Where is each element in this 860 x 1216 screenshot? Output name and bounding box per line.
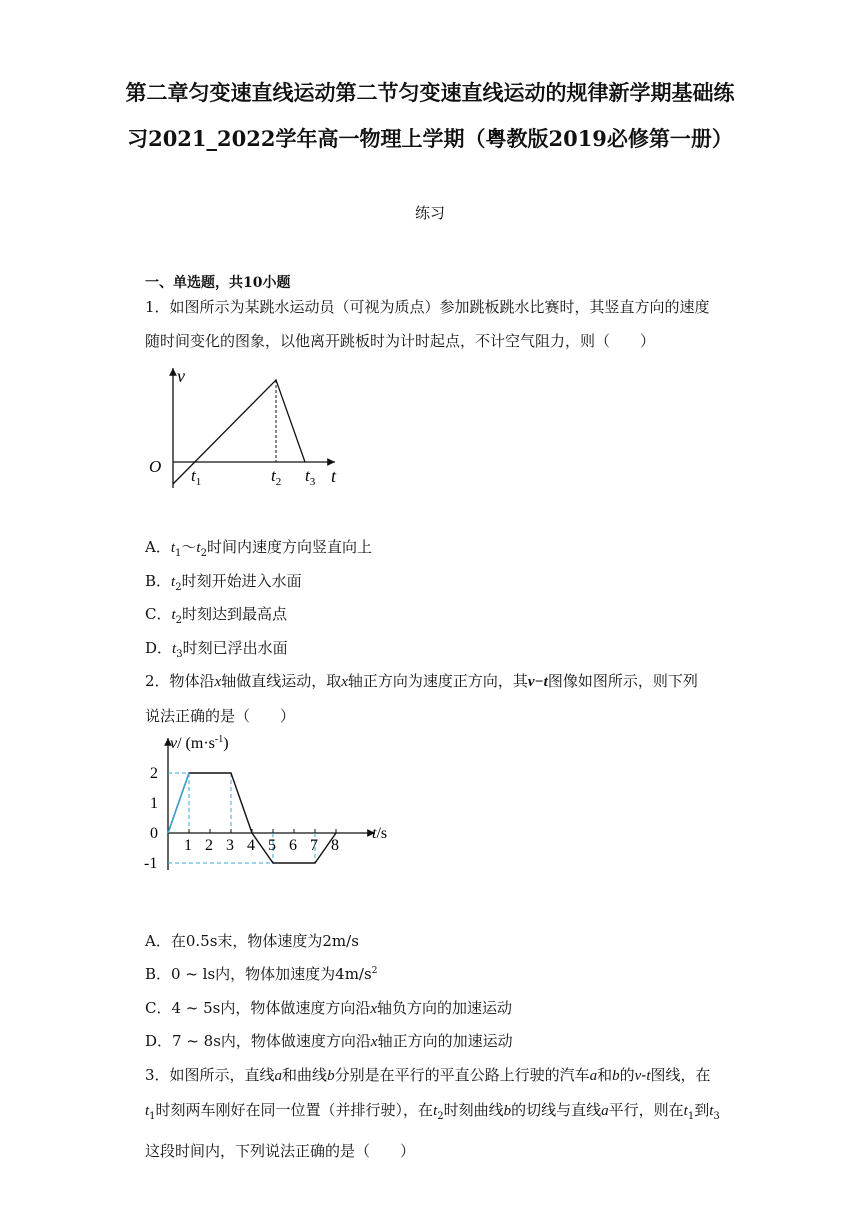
q1-option-b[interactable]: B．$t_2$时刻开始进入水面 <box>145 572 302 593</box>
question-2-text: 2．物体沿x轴做直线运动，取x轴正方向为速度正方向，其v−t图像如图所示，则下列 说法正确的是（ ） <box>145 672 698 725</box>
graph2-x-tick: 7 <box>310 837 318 854</box>
graph2-x-tick: 3 <box>226 837 234 854</box>
q2-option-d[interactable]: D．7 ~ 8s内，物体做速度方向沿x轴正方向的加速运动 <box>145 1032 513 1050</box>
question-3-text: 3．如图所示，直线a和曲线b分别是在平行的平直公路上行驶的汽车a和b的v-t图线，在$t_1$时刻两车刚好在同一位置（并排行驶），在$t_2$时刻曲线b的切线与直线a平行，则在$t_1$到$t_3$这段时间内，下列说法正确的是（ ） <box>145 1066 720 1160</box>
svg-text:t3: $t_3$ <box>305 466 316 488</box>
q1-option-c[interactable]: C．$t_2$时刻达到最高点 <box>145 605 288 626</box>
graph2-x-tick: 6 <box>289 837 297 854</box>
graph1-v-label: v <box>177 366 185 386</box>
question-1-graph <box>145 360 355 495</box>
svg-text:t2: $t_2$ <box>271 466 282 488</box>
graph2-y-tick: -1 <box>144 855 158 872</box>
document-title: 第二章匀变速直线运动第二节匀变速直线运动的规律新学期基础练习2021_2022学年高一物理上学期（粤教版2019必修第一册） <box>125 80 735 151</box>
graph2-y-label: v/ $(m\cdot s^{-1})$ <box>170 734 229 752</box>
q1-option-d[interactable]: D．$t_3$时刻已浮出水面 <box>145 639 288 660</box>
question-1-text: 1．如图所示为某跳水运动员（可视为质点）参加跳板跳水比赛时，其竖直方向的速度随时间变化的图象，以他离开跳板时为计时起点，不计空气阻力，则（ ） <box>145 298 710 350</box>
graph2-x-label: t/s <box>372 825 388 842</box>
graph2-x-tick: 5 <box>268 837 276 854</box>
svg-text:t1: $t_1$ <box>191 466 202 488</box>
q1-option-a[interactable]: A．$t_1\sim t_2$时间内速度方向竖直向上 <box>145 538 372 559</box>
graph2-segment <box>168 773 189 833</box>
graph2-y-tick: 1 <box>150 795 158 812</box>
question-2-graph <box>140 730 400 880</box>
graph2-y-tick: 2 <box>150 765 158 782</box>
section-heading: 一、单选题，共10小题 <box>145 275 291 291</box>
q2-option-a[interactable]: A．在0.5s末，物体速度为2m/s <box>145 932 359 950</box>
graph2-x-tick: 8 <box>331 837 339 854</box>
q2-option-c[interactable]: C．4 ~ 5s内，物体做速度方向沿x轴负方向的加速运动 <box>145 999 513 1017</box>
graph2-y-tick: 0 <box>150 825 158 842</box>
graph2-x-tick: 1 <box>184 837 192 854</box>
graph1-origin-label: O <box>149 457 162 476</box>
graph1-t-label: t <box>331 466 337 486</box>
graph2-x-tick: 2 <box>205 837 213 854</box>
q2-option-b[interactable]: B．0 ~ ls内，物体加速度为$4m/s^2$ <box>145 965 378 983</box>
document-subtitle: 练习 <box>414 204 445 222</box>
graph2-x-tick: 4 <box>247 837 255 854</box>
